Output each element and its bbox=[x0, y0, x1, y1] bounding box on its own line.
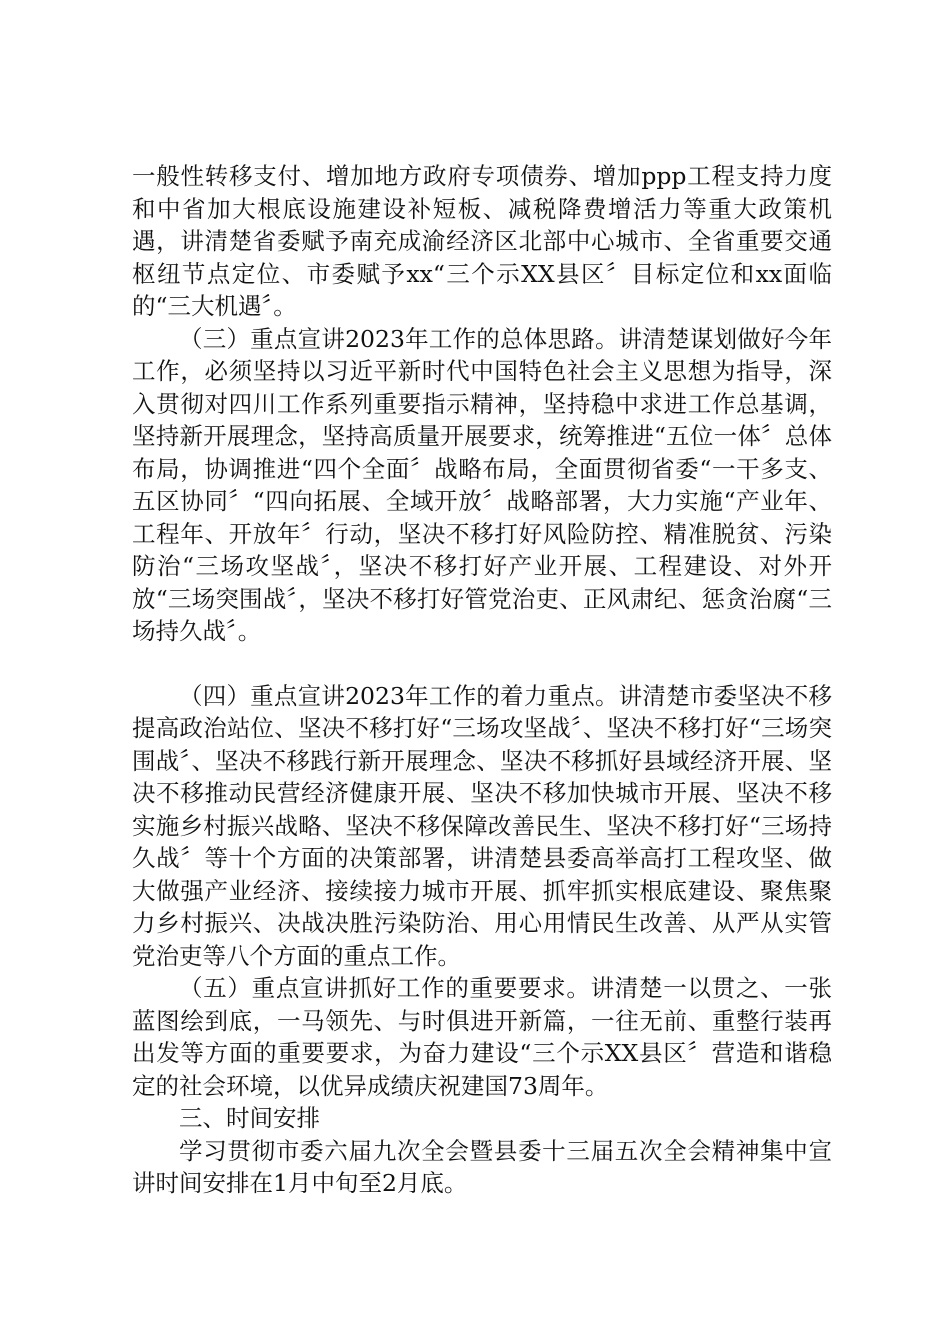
document-body bbox=[132, 160, 832, 1200]
paragraph-important-requirements: （五）重点宣讲抓好工作的重要要求。讲清楚一以贯之、一张蓝图绘到底，一马领先、与时俱进开新篇，一往无前、重整行装再出发等方面的重要要求，为奋力建设“三个示XX县区〞营造和谐稳定的社会环境，以优异成绩庆祝建国73周年。 bbox=[132, 974, 832, 1100]
paragraph-key-focus: （四）重点宣讲2023年工作的着力重点。讲清楚市委坚决不移提高政治站位、坚决不移打好“三场攻坚战〞、坚决不移打好“三场突围战〞、坚决不移践行新开展理念、坚决不移抓好县域经济开展、坚决不移推动民营经济健康开展、坚决不移加快城市开展、坚决不移实施乡村振兴战略、坚决不移保障改善民生、坚决不移打好“三场持久战〞等十个方面的决策部署，讲清楚县委高举高打工程攻坚、做大做强产业经济、接续接力城市开展、抓牢抓实根底建设、聚焦聚力乡村振兴、决战决胜污染防治、用心用情民生改善、从严从实管党治吏等八个方面的重点工作。 bbox=[132, 681, 832, 970]
paragraph-overall-thinking: （三）重点宣讲2023年工作的总体思路。讲清楚谋划做好今年工作，必须坚持以习近平新时代中国特色社会主义思想为指导，深入贯彻对四川工作系列重要指示精神，坚持稳中求进工作总基调，坚持新开展理念，坚持高质量开展要求，统筹推进“五位一体〞总体布局，协调推进“四个全面〞战略布局，全面贯彻省委“一干多支、五区协同〞“四向拓展、全域开放〞战略部署，大力实施“产业年、工程年、开放年〞行动，坚决不移打好风险防控、精准脱贫、污染防治“三场攻坚战〞，坚决不移打好产业开展、工程建设、对外开放“三场突围战〞，坚决不移打好管党治吏、正风肃纪、惩贪治腐“三场持久战〞。 bbox=[132, 324, 832, 645]
paragraph-policy-opportunities: 一般性转移支付、增加地方政府专项债券、增加ppp工程支持力度和中省加大根底设施建设补短板、减税降费增活力等重大政策机遇，讲清楚省委赋予南充成渝经济区北部中心城市、全省重要交通枢纽节点定位、市委赋予xx“三个示XX县区〞目标定位和xx面临的“三大机遇〞。 bbox=[132, 162, 832, 320]
section-heading-schedule: 三、时间安排 bbox=[179, 1104, 320, 1132]
paragraph-schedule: 学习贯彻市委六届九次全会暨县委十三届五次全会精神集中宣讲时间安排在1月中旬至2月底。 bbox=[132, 1136, 832, 1197]
